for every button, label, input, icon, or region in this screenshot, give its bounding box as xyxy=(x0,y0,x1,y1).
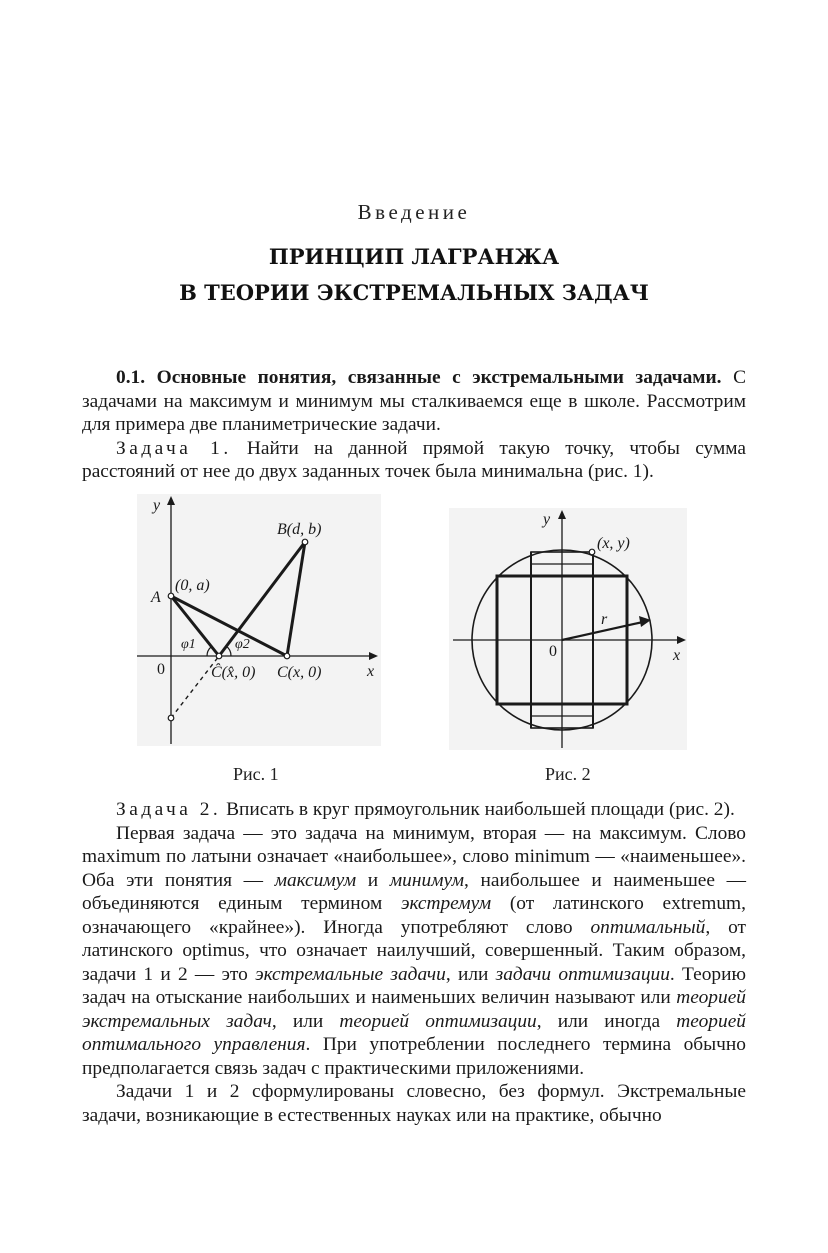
fig2-label-origin: 0 xyxy=(549,643,557,660)
fig1-point-A xyxy=(168,593,174,599)
fig1-seg-Chat-B xyxy=(219,542,305,656)
fig1-x-arrow xyxy=(369,652,378,660)
fig1-label-x: x xyxy=(367,663,375,680)
p1-e3: экстремум xyxy=(400,893,492,914)
fig1-label-Chat: Ĉ(x̂, 0) xyxy=(211,664,256,681)
task1-text: Найти на данной прямой такую точку, чтобы сумма расстояний от нее до двух заданных точек была минимальна (рис. 1). xyxy=(82,437,747,482)
fig2-label-y: y xyxy=(543,511,551,528)
p1-e2: минимум xyxy=(389,869,465,891)
fig1-seg-B-C xyxy=(287,542,305,656)
fig1-label-B: B(d, b) xyxy=(277,521,322,538)
fig2-label-point: (x, y) xyxy=(597,535,630,552)
figure-1 xyxy=(137,494,381,746)
body-text xyxy=(82,798,746,1127)
fig1-label-origin: 0 xyxy=(157,661,165,678)
fig1-label-phi2: φ2 xyxy=(235,637,250,652)
p1-e4: оптимальный xyxy=(590,916,706,938)
chapter-title-line2: В ТЕОРИИ ЭКСТРЕМАЛЬНЫХ ЗАДАЧ xyxy=(179,280,649,305)
task2-text: Вписать в круг прямоугольник наибольшей площади (рис. 2). xyxy=(226,799,735,820)
p1-e9: теорией оптимального управления xyxy=(82,1010,746,1055)
p1-s2: и xyxy=(356,869,390,891)
p1-s9: , или иногда xyxy=(536,1010,677,1032)
section-heading: 0.1. Основные понятия, связанные с экстремальными задачами. xyxy=(116,367,722,388)
chapter-label: Введение xyxy=(357,200,471,224)
p1-s8: , или xyxy=(271,1010,340,1032)
p1-e7: теорией экстремальных задач xyxy=(82,987,746,1032)
chapter-title-line1: ПРИНЦИП ЛАГРАНЖА xyxy=(268,244,560,269)
fig1-angle-phi1 xyxy=(207,647,211,656)
p1-e8: теорией оптимизации xyxy=(339,1010,537,1032)
fig1-label-A-coords: (0, a) xyxy=(175,577,210,594)
section-intro-text: С задачами на максимум и минимум мы сталкиваемся еще в школе. Рассмотрим для примера две планиметрические задачи. xyxy=(82,367,746,435)
p1-s5: , от латинского optimus, что означает наилучший, совершенный. Таким образом, задачи 1 и 2 — это xyxy=(82,916,747,985)
p1-s6: , или xyxy=(445,963,496,985)
fig1-label-y: y xyxy=(153,497,161,514)
p1-s4: (от латинского extremum, означающего «крайнее»). Иногда употребляют слово xyxy=(82,893,746,938)
fig2-x-arrow xyxy=(677,636,686,644)
figure-1-caption: Рис. 1 xyxy=(233,764,279,784)
paragraph-extremum xyxy=(82,822,746,1081)
task1-label: Задача 1. xyxy=(116,437,232,459)
p1-s1: Первая задача — это задача на минимум, вторая — на максимум. Слово maximum по латыни означает «наибольшее», слово minimum — «наименьшее». Оба эти понятия — xyxy=(82,822,746,891)
fig2-y-arrow xyxy=(558,510,566,519)
p1-s10: . При употреблении последнего термина обычно предполагается связь задач с практическими приложениями. xyxy=(82,1034,746,1079)
p1-s7: . Теорию задач на отыскание наибольших и наименьших величин называют или xyxy=(82,963,746,1008)
fig1-point-B xyxy=(302,539,308,545)
fig1-reflection-point xyxy=(168,715,174,721)
fig1-y-arrow xyxy=(167,496,175,505)
fig2-label-x: x xyxy=(673,647,681,664)
figure-2 xyxy=(449,508,687,750)
p1-s3: , наибольшее и наименьшее — объединяются единым термином xyxy=(82,869,746,914)
p1-e6: задачи оптимизации xyxy=(495,963,670,985)
fig1-label-A: A xyxy=(151,589,161,606)
section-intro xyxy=(82,366,746,484)
fig1-point-C xyxy=(284,653,290,659)
p1-e1: максимум xyxy=(274,869,357,891)
task2-label: Задача 2. xyxy=(116,799,222,820)
fig2-label-r: r xyxy=(601,611,608,628)
fig1-label-C: C(x, 0) xyxy=(277,664,322,681)
fig2-point xyxy=(589,549,595,555)
figure-2-caption: Рис. 2 xyxy=(545,764,591,784)
fig1-point-Chat xyxy=(216,653,222,659)
fig1-label-phi1: φ1 xyxy=(181,637,196,652)
p1-e5: экстремальные задачи xyxy=(255,963,446,985)
paragraph-formulation: Задачи 1 и 2 сформулированы словесно, без формул. Экстремальные задачи, возникающие в естественных науках или на практике, обычно xyxy=(82,1081,746,1126)
